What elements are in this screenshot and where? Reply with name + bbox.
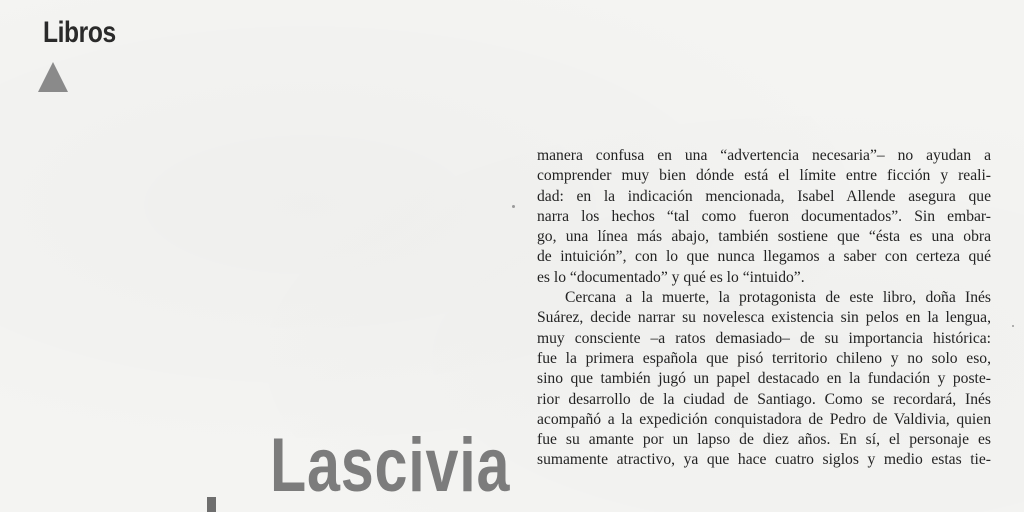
body-line: go, una línea más abajo, también sostiene que “ésta es una obra — [537, 228, 991, 246]
article-body — [537, 146, 991, 471]
body-line: es lo “documentado” y qué es lo “intuido”. — [537, 268, 805, 286]
body-line: acompañó a la expedición conquistadora de Pedro de Valdivia, quien — [537, 410, 991, 428]
article-headline: Lascivia — [270, 423, 511, 508]
body-line: manera confusa en una “advertencia necesaria”– no ayudan a — [537, 147, 991, 164]
headline-mark — [207, 497, 216, 512]
paper-speck — [1012, 325, 1014, 327]
triangle-icon — [38, 62, 68, 92]
section-label: Libros — [43, 16, 116, 49]
body-line: dad: en la indicación mencionada, Isabel Allende asegura que — [537, 187, 991, 205]
body-line: rior desarrollo de la ciudad de Santiago. Como se recordará, Inés — [537, 390, 991, 408]
paper-speck — [512, 205, 515, 208]
body-line: sumamente atractivo, ya que hace cuatro siglos y medio estas tie- — [537, 451, 991, 469]
body-line: narra los hechos “tal como fueron documentados”. Sin embar- — [537, 207, 991, 225]
body-line: muy consciente –a ratos demasiado– de su importancia histórica: — [537, 329, 991, 347]
body-line: sino que también jugó un papel destacado en la fundación y poste- — [537, 370, 991, 388]
body-line: Suárez, decide narrar su novelesca existencia sin pelos en la lengua, — [537, 309, 991, 327]
body-line: comprender muy bien dónde está el límite entre ficción y reali- — [537, 167, 991, 185]
body-line: de intuición”, con lo que nunca llegamos a saber con certeza qué — [537, 248, 991, 266]
body-line: fue la primera española que pisó territorio chileno y no solo eso, — [537, 349, 991, 367]
body-line: Cercana a la muerte, la protagonista de este libro, doña Inés — [565, 289, 991, 307]
body-line: fue su amante por un lapso de diez años. En sí, el personaje es — [537, 431, 991, 449]
